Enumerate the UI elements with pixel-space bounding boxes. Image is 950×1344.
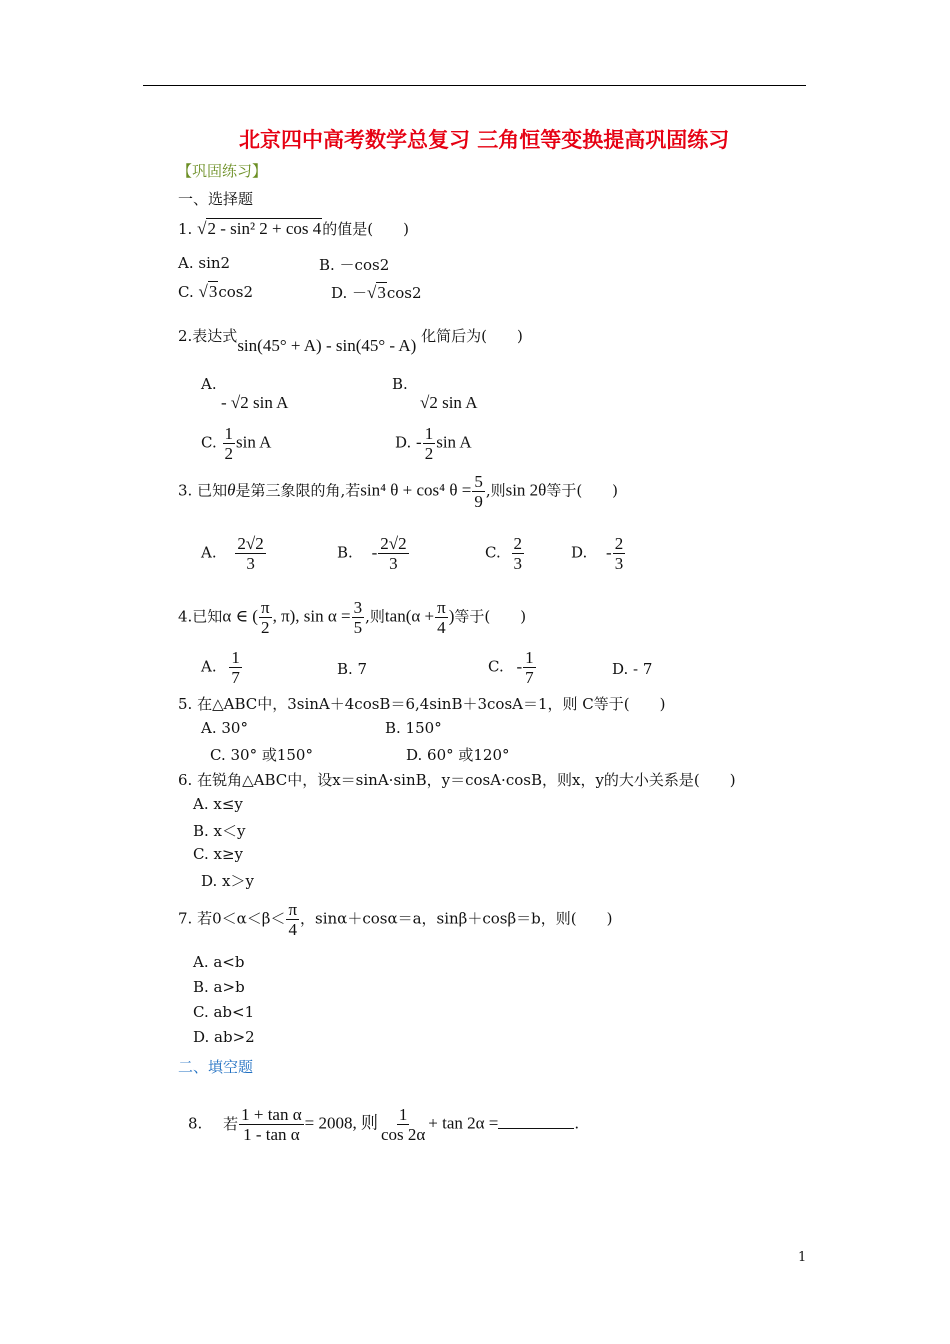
question-8: 8. 若 $\frac{\text{1 + tan α}}{\text{1 - tan α}}$ = 2008, 则 $\frac{1}{\cos 2\alpha}$ + tan 2α = . <box>188 1105 580 1144</box>
q7-option-c: C. ab<1 <box>193 1003 255 1021</box>
q1-d-sqrt: √3 <box>367 283 386 302</box>
q3-option-c: C. $\frac{2}{3}$ <box>485 534 522 573</box>
q5-option-a: A. 30° <box>201 719 248 737</box>
q8-fraction-2: $\frac{1}{\cos 2\alpha}$ <box>380 1105 426 1144</box>
q1-option-a: A. sin2 <box>178 254 231 272</box>
q3-expression: sin⁴ θ + cos⁴ θ = <box>360 480 472 500</box>
q5-option-c: C. 30° 或150° <box>210 746 313 764</box>
q2-option-a: A. - √2 sin A <box>201 375 289 412</box>
q8-fraction-1: $\frac{\text{1 + tan α}}{\text{1 - tan α}}$ <box>241 1105 302 1144</box>
q7-option-b: B. a>b <box>193 978 245 996</box>
q5-option-d: D. 60° 或120° <box>406 746 510 764</box>
header-rule <box>143 85 806 86</box>
page-number: 1 <box>798 1250 807 1265</box>
q6-option-b: B. x＜y <box>193 822 246 840</box>
question-6: 6. 在锐角△ABC中，设x＝sinA·sinB，y＝cosA·cosB，则x，y的大小关系是( ) <box>178 771 736 789</box>
q1-option-d: D. －√3cos2 <box>331 283 422 302</box>
q6-option-d: D. x＞y <box>201 872 254 890</box>
q6-option-c: C. x≥y <box>193 845 243 863</box>
part1-heading: 一、选择题 <box>178 190 254 208</box>
q3-option-d: D. - $\frac{2}{3}$ <box>571 534 624 573</box>
q1-c-sqrt: √3 <box>198 282 218 301</box>
q7-option-a: A. a<b <box>193 953 245 971</box>
question-7: 7. 若0＜α＜β＜ $\frac{\pi}{4}$ ，sinα＋cosα＝a，sinβ＋cosβ＝b，则( ) <box>178 900 613 939</box>
part2-heading: 二、填空题 <box>178 1058 254 1076</box>
q1-sqrt: √2 - sin² 2 + cos 4 <box>197 219 322 238</box>
question-2: 2.表达式sin(45° + A) - sin(45° - A) 化简后为( ) <box>178 327 523 355</box>
q1-option-b: B. －cos2 <box>319 256 390 274</box>
q2-expression: sin(45° + A) - sin(45° - A) <box>237 336 417 355</box>
q4-option-d: D. - 7 <box>612 660 653 678</box>
q4-option-c: C. - $\frac{1}{7}$ <box>488 648 534 687</box>
q1-option-c: C. √3cos2 <box>178 282 254 301</box>
question-3: 3. 已知θ是第三象限的角,若sin⁴ θ + cos⁴ θ = $\frac{5}{9}$ ,则sin 2θ等于( ) <box>178 472 619 511</box>
section-tag: 【巩固练习】 <box>177 162 268 180</box>
q4-option-a: A. $\frac{1}{7}$ <box>201 648 240 687</box>
q1-number: 1. <box>178 220 193 238</box>
q3-option-a: A. $\frac{2√2}{3}$ <box>201 534 264 573</box>
q3-option-b: B. - $\frac{2√2}{3}$ <box>337 534 407 573</box>
q6-option-a: A. x≤y <box>193 795 243 813</box>
q8-answer-blank[interactable] <box>498 1128 574 1129</box>
page-title: 北京四中高考数学总复习 三角恒等变换提高巩固练习 <box>239 128 730 152</box>
q5-option-b: B. 150° <box>385 719 442 737</box>
q2-c-fraction: $\frac{1}{2}$ <box>224 424 233 463</box>
question-4: 4.已知α ∈ ( $\frac{\pi}{2}$ , π), sin α = $\frac{3}{5}$ ,则tan(α + $\frac{\pi}{4}$ )等于( ) <box>178 598 527 637</box>
q2-option-c: C. $\frac{1}{2}$ sin A <box>201 424 272 463</box>
q3-fraction: $\frac{5}{9}$ <box>474 472 483 511</box>
q1-suffix: 的值是( ) <box>322 220 410 238</box>
question-1 <box>178 218 409 239</box>
q7-option-d: D. ab>2 <box>193 1028 255 1046</box>
q2-d-fraction: $\frac{1}{2}$ <box>424 424 434 463</box>
q2-option-d: D. - $\frac{1}{2}$ sin A <box>395 424 472 463</box>
q4-option-b: B. 7 <box>337 660 368 678</box>
q2-option-b: B. √2 sin A <box>392 375 478 412</box>
question-5: 5. 在△ABC中，3sinA＋4cosB＝6,4sinB＋3cosA＝1，则 C等于( ) <box>178 695 666 713</box>
